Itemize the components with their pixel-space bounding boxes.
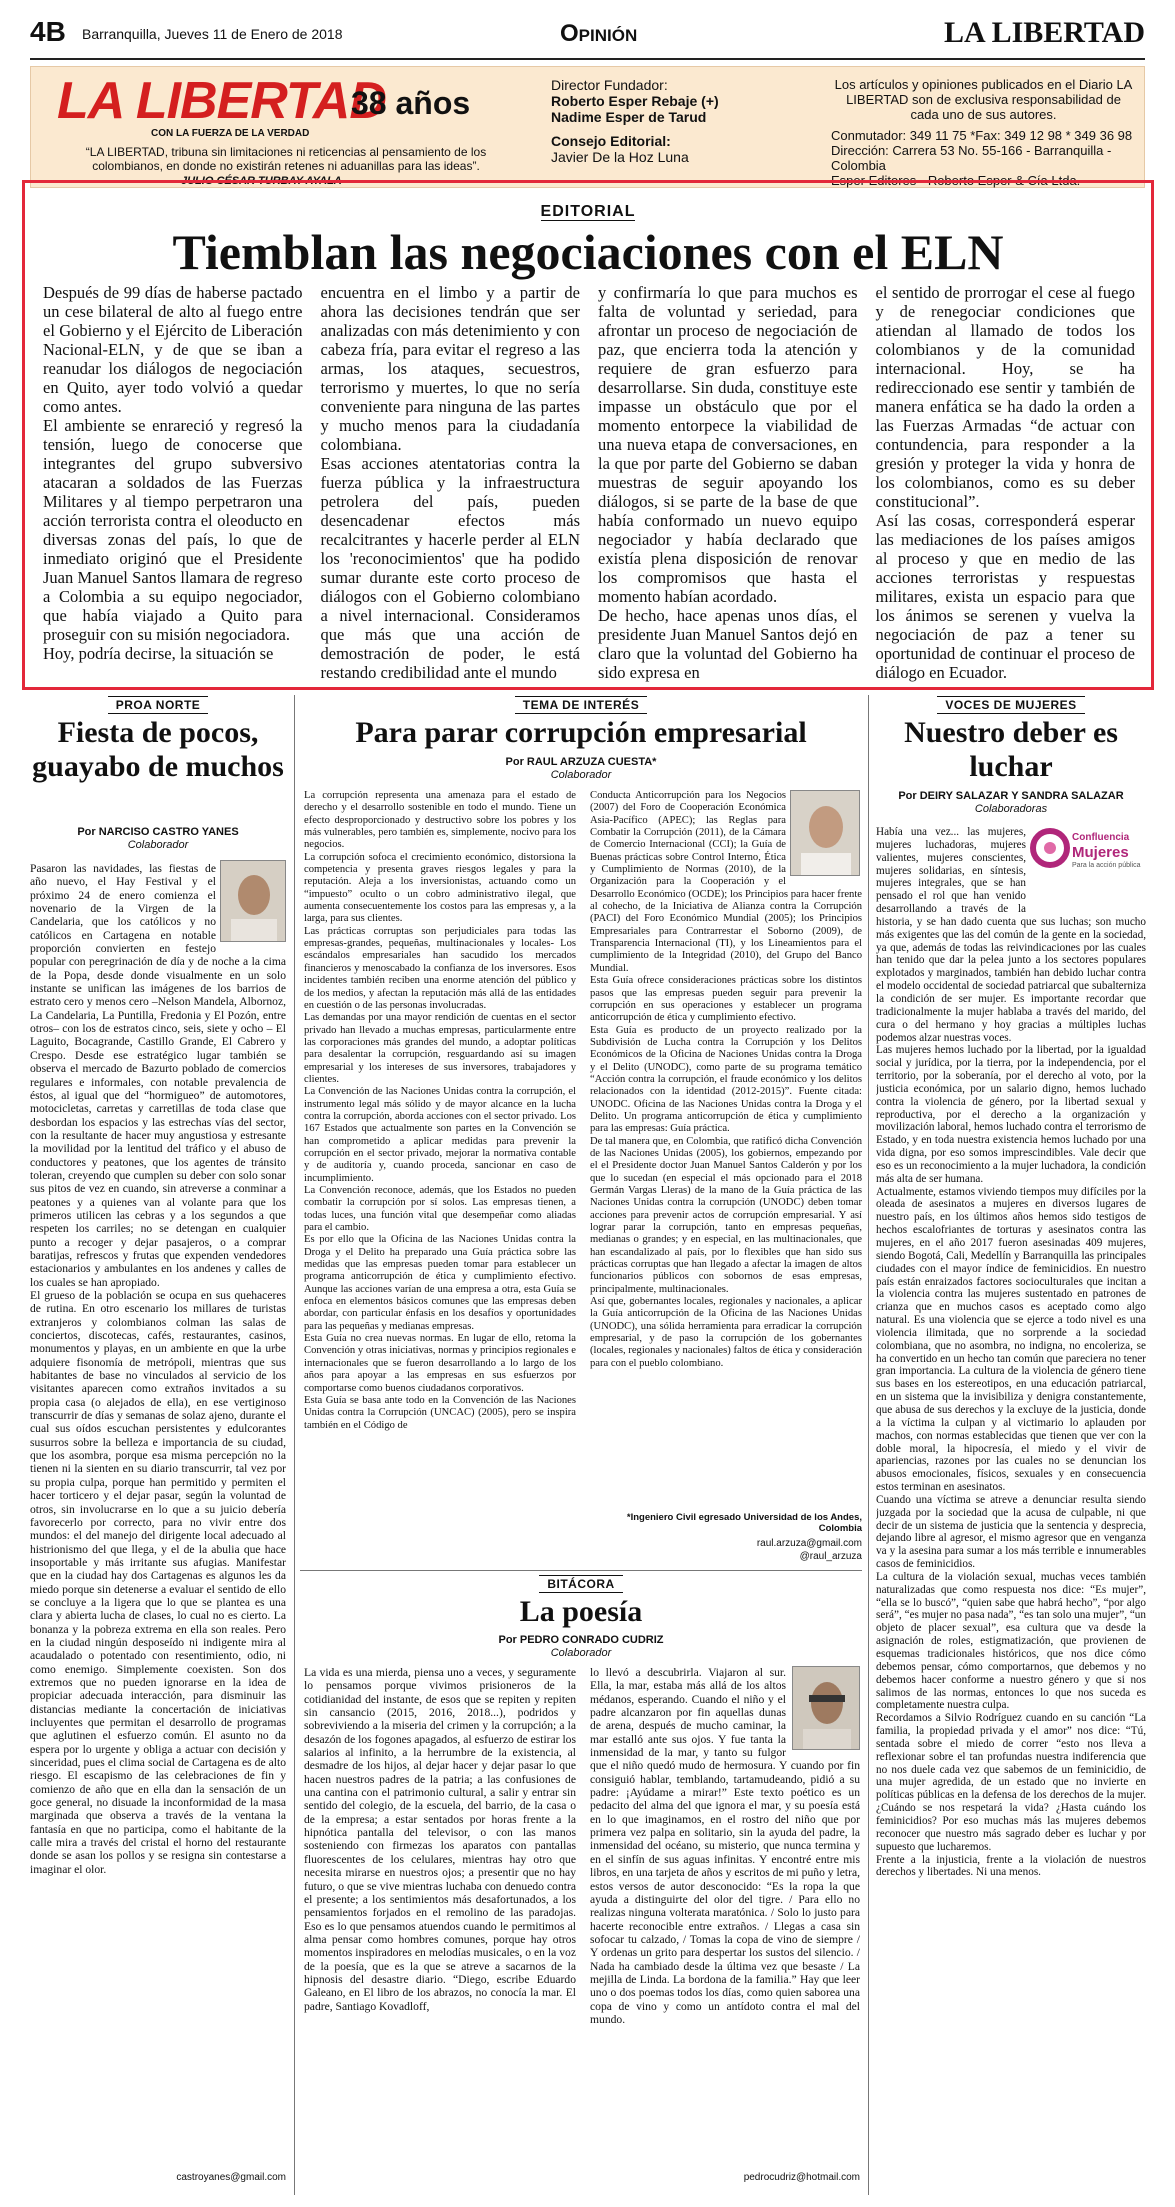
right-article-title: Nuestro deber es luchar: [904, 716, 1118, 783]
editorial-column-2: encuentra en el limbo y a partir de ahora las decisiones tendrán que ser analizadas con más detenimiento y con cabeza fría, para evitar el regreso a las armas, los ataques, secuestros, terrorismo y muertes, lo que no sería conveniente para ninguna de las partes y mucho menos para la ciudadanía colombiana. Esas acciones atentatorias contra la fuerza pública y la infraestructura petrolera del país, pueden desencadenar efectos más recalcitrantes y hacerle perder al ELN los 'reconocimientos' que ha podido sumar durante este corto proceso de diálogos con el Gobierno colombiano a nivel internacional. Consideramos que más que una acción de demostración de poder, le está restando credibilidad ante el mundo: [320, 283, 580, 682]
left-author-role: Colaborador: [127, 839, 189, 851]
right-kicker-text: VOCES DE MUJERES: [937, 696, 1084, 714]
bottom-author-role: Colaborador: [550, 1647, 612, 1659]
director-name-1: Roberto Esper Rebaje (+): [551, 93, 719, 109]
director-label: Director Fundador:: [551, 77, 668, 93]
editorial-label: [25, 203, 1151, 221]
center-author-email: raul.arzuza@gmail.com: [756, 1538, 862, 1549]
editorial-column-4: el sentido de prorrogar el cese al fuego y de renegociar condiciones que atiendan al llamado de todos los colombianos y de la comunidad internacional. Hoy, se ha redireccionado ese sentir y también de manera enfática se ha dado la orden a las Fuerzas Armadas “de actuar con contundencia, para responder a la gresión y proteger la vida y honra de los colombianos, como es su deber constitucional”. Así las cosas, corresponderá esperar las mediaciones de los países amigos al proceso y que en medio de las acciones terroristas y respuestas militares, exista un espacio para que los ánimos se serenen y vuelva la negociación de paz a tener su oportunidad de continuar el proceso de diálogo en Ecuador.: [875, 283, 1135, 682]
contact-block: [831, 77, 1136, 188]
center-article-body-a: La corrupción representa una amenaza para el estado de derecho y el desarrollo sostenible en todo el mundo. Tiene un efecto desproporcionado y destructivo sobre los pobres y los más vulnerables, pero también es, simplemente, nocivo para los negocios. La corrupción sofoca el crecimiento económico, distorsiona la competencia y presenta graves riesgos legales y para la reputación. Aleja a los inversionistas, actuando como un “impuesto” oculto o un cobro administrativo ilegal, que aumenta consecuentemente los costos para las empresas y, a la larga, para sus clientes. Las prácticas corruptas son perjudiciales para todas las empresas-grandes, pequeñas, multinacionales y locales- Los escándalos empresariales han sacudido los mercados financieros y menoscabado la confianza de los inversores. Esos incidentes también reciben una enorme atención del público y de los medios, y afectan la reputación más allá de las entidades en cuestión o de las personas involucradas. Las demandas por una mayor rendición de cuentas en el sector privado han llevado a muchas empresas, particularmente entre las corporaciones más grandes del mundo, a adoptar políticas para desalentar la corrupción, resguardando así su imagen empresarial y los intereses de sus inversores, trabajadores y clientes. La Convención de las Naciones Unidas contra la corrupción, el instrumento legal más sólido y de mayor alcance en la lucha contra la corrupción, aborda acciones con el sector privado. Los 167 Estados que actualmente son partes en la Convención se han comprometido a aplicar medidas para prevenir la corrupción en el sector privado, mejorar la normativa contable y de auditoría y, cuando proceda, sancionar en caso de incumplimiento. La Convención reconoce, además, que los Estados no pueden combatir la corrupción por sí solos. Las empresas tienen, a todas luces, una función vital que desempeñar como aliadas para el cambio. Es por ello que la Oficina de las Naciones Unidas contra la Droga y el Delito ha preparado una Guía práctica sobre las medidas que las empresas pueden tomar para establecer un programa anticorrupción de ética y cumplimiento efectivo. Aunque las acciones varían de una empresa a otra, esta Guía se enfoca en elementos básicos comunes que las empresas deben abordar, con particular énfasis en los desafíos y oportunidades para las pequeñas y medianas empresas. Esta Guía no crea nuevas normas. En lugar de ello, retoma la Convención y otras iniciativas, normas y principios regionales e internacionales que se fueron desarrollando a lo largo de los años para apoyar a las empresas en sus esfuerzos por comportarse como buenos ciudadanos corporativos. Esta Guía se basa ante todo en la Convención de las Naciones Unidas contra la Corrupción (UNCAC) (2005), pero se inspira también en el Código de: [304, 790, 576, 1431]
column-divider: [868, 695, 869, 2195]
left-author-email: castroyanes@gmail.com: [176, 2172, 286, 2183]
director-name-2: Nadime Esper de Tarud: [551, 109, 707, 125]
column-divider: [294, 695, 295, 2195]
masthead: [30, 66, 1145, 188]
paper-name: LA LIBERTAD: [944, 16, 1145, 49]
center-article-body-b: Conducta Anticorrupción para los Negocios (2007) del Foro de Cooperación Económica Asia-Pacífico (APEC); las Reglas para Combatir la Corrupción (2011), de la Cámara de Comercio Internacional (CCI); la Guía de Buenas prácticas sobre Control Interno, Ética y Cumplimiento de Normas (2010), de la Organización para la Cooperación y el Desarrollo Económico (OCDE); los Principios para hacer frente al cohecho, de la Iniciativa de Alianza contra la Corrupción (PACI) del Foro Económico Mundial (2005); los Principios Empresariales para Contrarrestar el Soborno (2009), de Transparencia Internacional (TI), y los Lineamientos para el cumplimiento de la Integridad (2010), del Grupo del Banco Mundial. Esta Guía ofrece consideraciones prácticas sobre los distintos pasos que las empresas pueden seguir para prevenir la corrupción en sus operaciones y establecer un programa anticorrupción de ética y cumplimiento efectivo. Esta Guía es producto de un proyecto realizado por la Subdivisión de Lucha contra la Corrupción y los Delitos Económicos de la Oficina de Naciones Unidas contra la Droga y el Delito (UNODC), como parte de su programa temático “Acción contra la corrupción, el fraude económico y los delitos relacionados con la identidad (2012-2015)”. Fuente citada: UNODC. Oficina de las Naciones Unidas contra la Droga y el Delito. Un programa anticorrupción de ética y cumplimiento para las empresas: Guía práctica. De tal manera que, en Colombia, que ratificó dicha Convención de las Naciones Unidas (2005), los gobiernos, empezando por el el Presidente doctor Juan Manuel Santos Calderón y por los que lo sucedan (en especial el más opcionado para el 2018 Germán Vargas Lleras) de la mano de la Guía práctica de las Naciones Unidas contra la corrupción (UNODC) deben tomar acciones para prevenir actos de corrupción empresarial. Y así lograr parar la corrupción, tanto en empresas pequeñas, medianas o grandes; y en especial, en las multinacionales, que han escandalizado al país, por lo flexibles que han sido sus prácticas corruptas que han llegado a afectar la imagen de altos funcionarios públicos con sobornos de esas empresas, principalmente, multinacionales. Así que, gobernantes locales, regionales y nacionales, a aplicar la Guía anticorrupción de la Oficina de las Naciones Unidas (UNODC), una sólida herramienta para erradicar la corrupción empresarial, y de paso la corrupción de los gobernantes (locales, regionales y nacionales) faltos de ética y consideración para con el pueblo colombiano.: [590, 790, 862, 1369]
right-author: Por DEIRY SALAZAR Y SANDRA SALAZAR: [898, 790, 1124, 802]
publisher: Esper Editores - Roberto Esper & Cía Ltda.: [831, 173, 1081, 188]
right-article-body: Había una vez... las mujeres, mujeres luchadoras, mujeres valientes, mujeres conscientes, mujeres solidarias, en síntesis, mujeres integrales, que se han pensado el rol que han venido desarrollando a través de la historia, y se han dado cuenta que sus luchas; son mucho más exigentes que las del común de la gente en la sociedad, ya que, además de todas las reivindicaciones por las cuales han tenido que dar la pelea junto a los sectores populares explotados y marginados, también han debido luchar contra el modelo occidental de sociedad patriarcal que subalterniza la condición de ser mujer. Es importante recordar que tradicionalmente la mujer hablaba a través del marido, del cura o del hermano y hoy gracias a múltiples luchas podemos alzar nuestras voces. Las mujeres hemos luchado por la libertad, por la igualdad social y jurídica, por la tierra, por la independencia, por el territorio, por la soberanía, por el derecho al voto, por la justicia económica, por un salario digno, hemos luchado contra la violencia de género, por la libertad sexual y reproductiva, por el derecho a la organización y movilización laboral, hemos luchado contra el terrorismo de Estado, y en toda nuestra existencia hemos luchado por una vida digna, por eso somos imprescindibles. Vale decir que eso es un reconocimiento a la mujer luchadora, la condición más alta de ser humana. Actualmente, estamos viviendo tiempos muy difíciles por la oleada de asesinatos a mujeres en diversos lugares de nuestro país, en los últimos años hemos sido testigos de hechos escalofriantes de torturas y asesinatos contra las mujeres, en el año 2017 fueron asesinadas 409 mujeres, siendo Bogotá, Cali, Medellín y Barranquilla las principales ciudades con el mayor índice de feminicidios. En nuestro país están enraizados factores socioculturales que incitan a la violencia contra las mujeres sustentado en patrones de crianza que en muchos casos es aceptado como algo natural. Es una violencia que se ejerce a todo nivel es una violencia ilimitada, que no sorprende a la sociedad colombiana, que no asombra, no indigna, no encoleriza, se ha convertido en un hecho tan común que pareciera no tener gran importancia. La cultura de la violencia de género tiene sus bases en los estereotipos, en una educación patriarcal, en un sistema que la invisibiliza y denigra constantemente, que abusa de sus derechos y la excluye de la justicia, donde a la víctima la culpan y al victimario lo aplauden por machos, con normas establecidas que tienen que ver con la doble moral, la hipocresía, el miedo y el vivir de apariencias, razones por las cuales no se denuncian los abusos emocionales, físicos, sexuales y en consecuencia estos terminan en asesinatos. Cuando una víctima se atreve a denunciar resulta siendo juzgada por la sociedad que la acusa de culpable, ni que decir de un sistema de justicia que la sentencia y desprecia, dejando libre al agresor, el mismo agresor que en venganza va y la asesina para sumar a los más terrible e innumerables casos de feminicidios. La cultura de la violación sexual, muchas veces también naturalizadas que como respuesta nos dice: “Es mujer”, “ella se lo buscó”, “quien sabe que habrá hecho”, “por algo será”, “es mujer no pasa nada”, “es tan solo una mujer”, “un objeto de placer sexual”, esa cultura que va desde la asignación de roles, estigmatización, que provienen de esquemas tradicionales históricos, que nos dice cómo debemos pensar, cómo comportarnos, que debemos y no debemos hacer conforme a nuestro género y que si nos salimos de las normas, entonces lo que nos suceda es completamente nuestra culpa. Recordamos a Silvio Rodríguez cuando en su canción “La familia, la propiedad privada y el amor” nos dice: “Tú, sentada sobre el miedo de correr “esto nos lleva a reflexionar sobre el tan profundas nuestra indiferencia que no nos duele cada vez que sabemos de un feminicidio, de una mujer agredida, de un estado que no invierte en políticas públicas en la defensa de los derechos de la mujer. ¿Cuándo se nos respetará la vida? ¿Hasta cuándo los feminicidios? Por eso muchas más las mujeres debemos reconocer que nuestro más sagrado deber es luchar y por supuesto que lucharemos. Frente a la injusticia, frente a la violación de nuestros derechos y libertades. Ni una menos.: [876, 826, 1146, 1879]
center-kicker: [300, 698, 862, 712]
bottom-kicker-text: BITÁCORA: [539, 1575, 622, 1593]
council-name: Javier De la Hoz Luna: [551, 149, 689, 165]
bottom-byline: [300, 1634, 862, 1660]
bottom-author: Por PEDRO CONRADO CUDRIZ: [498, 1634, 664, 1646]
page-number: 4B: [30, 16, 66, 47]
editorial-column-3: y confirmaría lo que para muchos es falta de voluntad y seriedad, para afrontar un proceso de negociación de paz, que encierra toda la atención y requiere de gran esfuerzo para desarrollarse. Sin duda, constituye este impasse un obstáculo que por el momento entorpece la viabilidad de una nueva etapa de conversaciones, en la que por parte del Gobierno se daban muestras de seguir apoyando los diálogos, si se parte de la base de que había conformado un nuevo equipo negociador y había declarado que existía plena disposición de renovar los compromisos que hasta el momento habían acordado. De hecho, hace apenas unos días, el presidente Juan Manuel Santos dejó en claro que la voluntad del Gobierno ha sido expresa en: [598, 283, 858, 682]
issue-date: Barranquilla, Jueves 11 de Enero de 2018: [82, 26, 343, 42]
director-block: [551, 77, 811, 165]
council-label: Consejo Editorial:: [551, 133, 671, 149]
anniversary-label: 38 años: [351, 85, 471, 121]
left-article-body: Pasaron las navidades, las fiestas de año nuevo, el Hay Festival y el próximo 24 de enero comienza el novenario de la Virgen de la Candelaria, que los católicos y no católicos en Cartagena en notable proporción convierten en festejo popular con peregrinación de día y de noche a la cima de la Popa, desde donde visualmente en un solo instante se unifican las imágenes de los barrios de estrato cero y menos cero –Nelson Mandela, Albornoz, La Candelaria, La Puntilla, Fredonia y El Pozón, entre otros– con los de estratos cinco, seis, siete y ocho – El Laguito, Bocagrande, Castillo Grande, El Cabrero y Crespo. Desde ese estratégico lugar también se observa el mercado de Bazurto poblado de comercios regulares e informales, con notable prevalencia de éstos, al igual que del “hormigueo” de automotores, motocicletas, carretas y carretillas de toda clase que desbordan los espacios y las estrechas vías del sector, con la resultante de hacer muy angustiosa y estresante la movilidad por la lentitud del tráfico y el abuso de conductores y peatones, que los agentes de tránsito toleran, creyendo que cumplen su deber con solo sonar sus pitos de vez en cuando, sin atreverse a conminar a peatones y a quienes van al volante para que los primeros utilicen las cebras y a los segundos a que respeten los carriles; no se detengan en cualquier punto a recoger y dejar pasajeros, o a comprar baratijas, refrescos y frutas que expenden vendedores estacionarios y ambulantes en los andenes y calles de los cuales se han apropiado. El grueso de la población se ocupa en sus quehaceres de rutina. En otro escenario los millares de turistas extranjeros y colombianos colman las salas de conciertos, discotecas, cafés, restaurantes, casinos, monumentos y playas, en un ambiente en que la urbe adquiere fisonomía de metrópoli, mientras que sus habitantes de base no vinculados al servicio de los visitantes aparecen como extraños invitados a su propia casa (o alejados de ella), en ese vertiginoso transcurrir de días y semanas de solaz ajeno, durante el cual sus oídos escuchan persistentes y edulcorantes susurros sobre la belleza e importancia de su ciudad, que los asombra, porque esa misma percepción no la tienen ni la sienten en su diario transcurrir, tal vez por su propia culpa, porque han permitido y permiten el hacer torticero y el dejar pasar, según la voluntad de otros, sin involucrarse en lo que a su juicio debería favorecerlo por correcto, para no vivir entre dos mundos: el del manejo del dirigente local adecuado al histrionismo del que llega, y el de la abulia que hace insoportable y más irritante sus afugias. Manifestar que en la ciudad hay dos Cartagenas es algunos les da miedo porque sin detenerse a evaluar el sentido de ello se concluye a la ligera que lo que se plantea es una clara y abierta lucha de clases, lo cual no es cierto. La bonanza y la pobreza extrema en ella son reales. Pero en la ciudad ningún desposeído ni indigente mira al acaudalado o potentado con resentimiento, odio, ni como enemigo. Simplemente coexisten. Son dos extremos que no pueden ignorarse en la idea de propiciar adecuada interacción, para disminuir las distancias mediante la concertación de iniciativas incluyentes que permitan el desarrollo de programas que aglutinen el esfuerzo común. El asunto no da espera por lo urgente y obliga a actuar con decisión y sinceridad, pues el clima social de Cartagena es de alto riesgo. El escapismo de las celebraciones de fin y comienzo de año que en ella dan la sensación de un goce general, no disuade la inconformidad de la masa marginada que observa a través de la ventana la fantasía en que no participa, como el habitante de la calle mira a través del cristal el horno del restaurante donde se asan los pollos y se resigna sin contestarse a imaginar el olor.: [30, 862, 286, 1876]
section-title: Opinión: [560, 20, 638, 47]
center-author: Por RAUL ARZUZA CUESTA*: [505, 756, 657, 768]
logo-line-2: Mujeres: [1072, 844, 1129, 861]
bottom-article-body-a: La vida es una mierda, piensa uno a veces, y seguramente lo pensamos porque vivimos prisioneros de la cotidianidad del instante, de esos que se repiten y repiten sin cansancio (2015, 2016, 2018...), podridos y sobreviviendo a la miseria del crimen y la corrupción; a la desazón de los fogones apagados, al esfuerzo de estirar los salarios al infinito, a la herrumbre de la existencia, al desmadre de los hijos, al dejar hacer y dejar pasar lo que hacen nuestros padres de la patria; a las confusiones de una cantina con el patrimonio cultural, a salir y entrar sin sentido del colegio, de la escuela, del barrio, de la casa o de la empresa; a estar sentados por horas frente a la hipnótica pantalla del televisor, o con las manos sosteniendo con firmezas los aparatos con pantallas fluorescentes de los celulares, mientras hay otro que necesita mirarse en nuestros ojos; a presentir que no hay futuro, o que se vive mientras luchaba con denuedo contra el presente; a los sentimientos más desafortunados, a los pensamientos forjados en el remolino de las paradojas. Eso es lo que pensamos atuendos cuando le permitimos al alma pensar como hombres comunes, porque hay otros momentos inspiradores en melodías musicales, o en la voz de la poesía, que es la que se atreve a sacarnos de la hipnosis del desastre diario. “Diego, escribe Eduardo Galeano, en El libro de los abrazos, no conocía la mar. El padre, Santiago Kovadloff,: [304, 1666, 576, 2013]
page-header: [30, 14, 1145, 58]
right-byline: [876, 790, 1146, 816]
center-author-twitter: @raul_arzuza: [799, 1551, 862, 1562]
left-kicker: [30, 698, 286, 712]
left-article-title: Fiesta de pocos, guayabo de muchos: [32, 716, 284, 783]
bottom-kicker: [300, 1577, 862, 1591]
article-divider: [300, 1570, 862, 1571]
motto: “LA LIBERTAD, tribuna sin limitaciones ni reticencias al pensamiento de los colombianos, en donde no existirán retenes ni aduanillas para las ideas”.: [85, 145, 487, 173]
logo-line-3: Para la acción pública: [1072, 862, 1141, 869]
header-rule: [30, 58, 1145, 60]
switchboard: Conmutador: 349 11 75 *Fax: 349 12 98 * 349 36 98: [831, 128, 1133, 143]
address: Dirección: Carrera 53 No. 55-166 - Barranquilla - Colombia: [831, 143, 1112, 173]
editorial-label-text: EDITORIAL: [540, 203, 636, 220]
disclaimer: Los artículos y opiniones publicados en el Diario LA LIBERTAD son de exclusiva responsabilidad de cada uno de sus autores.: [834, 77, 1133, 122]
bottom-article-title: La poesía: [519, 1595, 643, 1628]
logo-line-1: Confluencia: [1072, 832, 1130, 843]
tagline: CON LA FUERZA DE LA VERDAD: [151, 128, 310, 139]
left-author: Por NARCISO CASTRO YANES: [77, 826, 239, 838]
center-article-title: Para parar corrupción empresarial: [355, 716, 807, 749]
center-byline: [300, 756, 862, 782]
right-kicker: [876, 698, 1146, 712]
left-byline: [30, 826, 286, 852]
center-author-note: *Ingeniero Civil egresado Universidad de los Andes, Colombia: [626, 1512, 862, 1534]
editorial-box: [22, 180, 1154, 690]
left-kicker-text: PROA NORTE: [108, 696, 209, 714]
editorial-columns: [43, 283, 1135, 682]
newspaper-logo: LA LIBERTAD: [57, 72, 386, 130]
editorial-column-1: Después de 99 días de haberse pactado un cese bilateral de alto al fuego entre el Gobierno y el Ejército de Liberación Nacional-ELN, y de que se iban a reanudar los diálogos de negociación en Quito, ayer todo volvió a quedar como antes. El ambiente se enrareció y regresó la tensión, luego de conocerse que integrantes del grupo subversivo atacaran a soldados de las Fuerzas Militares y al tiempo perpetraron una acción terrorista contra el oleoducto en diversas zonas del país, lo que de inmediato originó que el Presidente Juan Manuel Santos llamara de regreso a Colombia a su equipo negociador, que había viajado a Quito para proseguir con su misión negociadora. Hoy, podría decirse, la situación se: [43, 283, 303, 663]
center-author-role: Colaborador: [550, 769, 612, 781]
right-author-role: Colaboradoras: [974, 803, 1048, 815]
bottom-author-email: pedrocudriz@hotmail.com: [743, 2172, 860, 2183]
bottom-article-body-b: lo llevó a descubrirla. Viajaron al sur. Ella, la mar, estaba más allá de los altos médanos, esperando. Cuando el niño y el padre alcanzaron por fin aquellas dunas de arena, después de mucho caminar, la mar estalló ante sus ojos. Y fue tanta la inmensidad de la mar, y tanto su fulgor que el niño quedó mudo de hermosura. Y cuando por fin consiguió hablar, temblando, tartamudeando, pidió a su padre: ¡Ayúdame a mirar!” Este texto poético es un pedacito del alma del que ignora el mar, y su poesía está en lo que imaginamos, en el rostro del niño que por primera vez palpa en solitario, sin la ayuda del padre, la inmensidad del océano, su misterio, que nunca termina y en el sinfín de sus aguas infinitas. Y encontré entre mis libros, en una tarjeta de años y escritos de mi puño y letra, estos versos de autor desconocido: “Es la ropa la que ayuda a distinguirte del olor del tigre. / Para ello no realizas ninguna volterata maratónica. / Solo lo justo para hacerte reconocible entre extraños. / Llegas a casa sin sofocar tu calzado, / Tomas la copa de vino de siempre / Y ordenas un grito para despertar los sustos del silencio. / Nada ha cambiado desde la última vez que besaste / La mejilla de Linda. La bordona de la familia.” Hay que leer uno o dos poemas todos los días, como quien saborea una copa de vino y como un antídoto contra el mal del mundo.: [590, 1666, 860, 2026]
center-kicker-text: TEMA DE INTERÉS: [515, 696, 647, 714]
editorial-title: Tiemblan las negociaciones con el ELN: [172, 224, 1004, 280]
motto-author: JULIO CÉSAR TURBAY AYALA: [181, 175, 342, 187]
